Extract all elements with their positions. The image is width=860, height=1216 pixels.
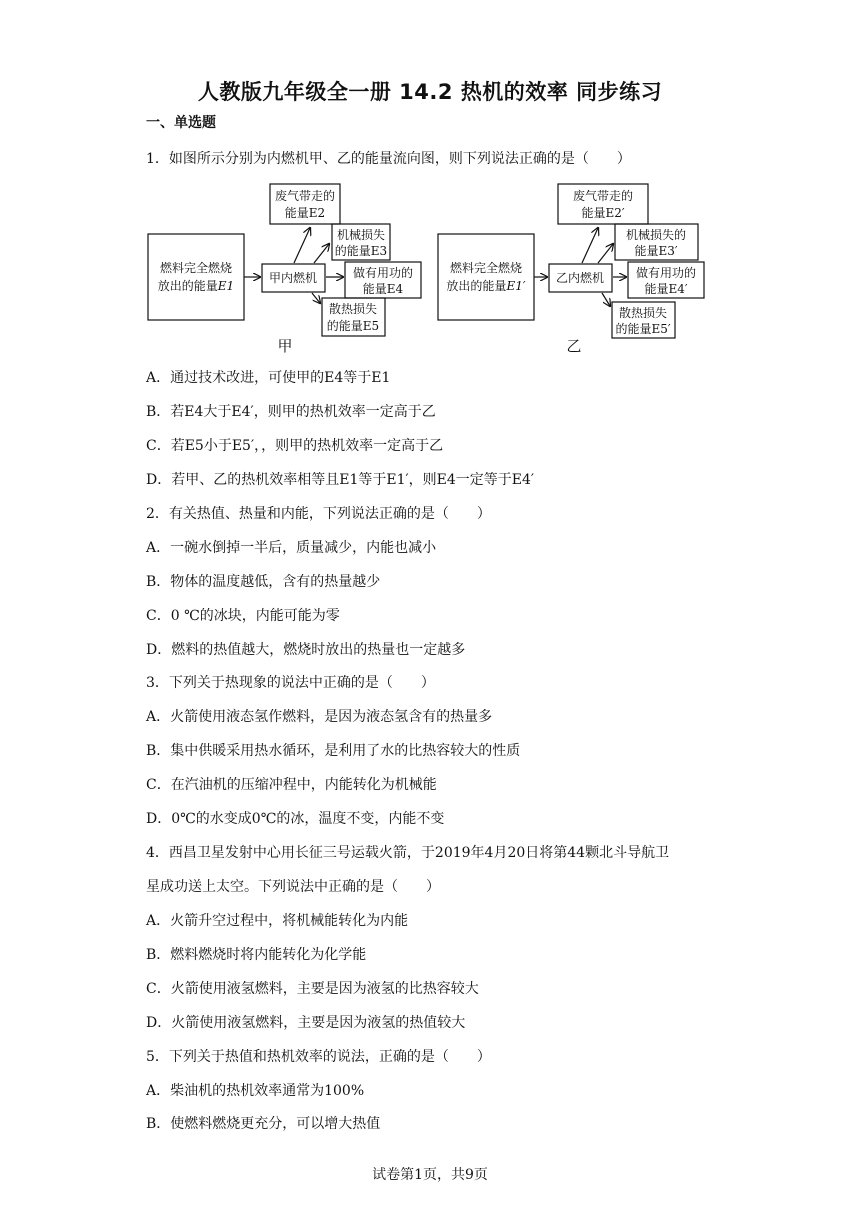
section-heading: 一、单选题: [146, 115, 216, 131]
right-source-text-2: 放出的能量E1′: [446, 279, 526, 293]
q2-option-d: D．燃料的热值越大，燃烧时放出的热量也一定越多: [146, 642, 466, 658]
left-exhaust-text-1: 废气带走的: [274, 189, 336, 203]
q3-option-b: B．集中供暖采用热水循环，是利用了水的比热容较大的性质: [146, 743, 521, 759]
left-mech-text-2: 的能量E3: [334, 244, 388, 258]
q3-option-d: D．0℃的水变成0℃的冰，温度不变，内能不变: [146, 811, 445, 827]
q1-option-b: B．若E4大于E4′，则甲的热机效率一定高于乙: [146, 404, 436, 420]
page-footer: 试卷第1页，共9页: [372, 1167, 488, 1183]
question-5-stem: 5．下列关于热值和热机效率的说法，正确的是（ ）: [146, 1049, 491, 1065]
question-4-stem: 4．西昌卫星发射中心用长征三号运载火箭，于2019年4月20日将第44颗北斗导航卫: [146, 845, 670, 861]
q3-option-c: C．在汽油机的压缩冲程中，内能转化为机械能: [146, 777, 437, 793]
left-heat-text-1: 散热损失: [328, 302, 378, 316]
q4-option-a: A．火箭升空过程中，将机械能转化为内能: [146, 913, 409, 929]
q2-option-b: B．物体的温度越低，含有的热量越少: [146, 574, 381, 590]
left-heat-text-2: 的能量E5: [326, 319, 380, 333]
q1-option-a: A．通过技术改进，可使甲的E4等于E1: [146, 370, 391, 386]
right-caption: 乙: [566, 337, 582, 355]
q4-option-c: C．火箭使用液氢燃料，主要是因为液氢的比热容较大: [146, 981, 479, 997]
q1-option-c: C．若E5小于E5′，，则甲的热机效率一定高于乙: [146, 438, 444, 454]
left-source-box: [148, 234, 244, 320]
left-source-text-2: 放出的能量E1: [157, 279, 235, 293]
left-exhaust-text-2: 能量E2: [284, 206, 326, 220]
q2-option-c: C．0 ℃的冰块，内能可能为零: [146, 608, 340, 624]
right-mech-text-2: 能量E3′: [634, 244, 678, 258]
right-exhaust-text-1: 废气带走的: [572, 189, 634, 203]
energy-flow-diagram: [146, 180, 706, 358]
right-mech-text-1: 机械损失的: [625, 228, 687, 242]
right-source-text-1: 燃料完全燃烧: [449, 261, 523, 275]
right-engine-label: 乙内燃机: [555, 271, 605, 285]
q5-option-b: B．使燃料燃烧更充分，可以增大热值: [146, 1116, 381, 1132]
q2-option-a: A．一碗水倒掉一半后，质量减少，内能也减小: [146, 540, 437, 556]
left-engine-label: 甲内燃机: [268, 271, 318, 285]
right-work-text-1: 做有用功的: [635, 266, 697, 280]
q3-option-a: A．火箭使用液态氢作燃料，是因为液态氢含有的热量多: [146, 709, 493, 725]
question-3-stem: 3．下列关于热现象的说法中正确的是（ ）: [146, 675, 435, 691]
left-mech-text-1: 机械损失: [336, 228, 386, 242]
right-heat-text-2: 的能量E5′: [615, 322, 671, 336]
left-work-text-1: 做有用功的: [352, 266, 414, 280]
question-1-stem: 1．如图所示分别为内燃机甲、乙的能量流向图，则下列说法正确的是（ ）: [146, 151, 631, 167]
q1-option-d: D．若甲、乙的热机效率相等且E1等于E1′，则E4一定等于E4′: [146, 472, 535, 488]
left-caption: 甲: [277, 337, 293, 355]
right-heat-text-1: 散热损失: [618, 306, 668, 320]
q4-option-b: B．燃料燃烧时将内能转化为化学能: [146, 947, 367, 963]
question-2-stem: 2．有关热值、热量和内能，下列说法正确的是（ ）: [146, 506, 491, 522]
left-work-text-2: 能量E4: [362, 282, 404, 296]
left-source-text-1: 燃料完全燃烧: [159, 261, 233, 275]
question-4-stem-cont: 星成功送上太空。下列说法中正确的是（ ）: [146, 879, 440, 895]
right-exhaust-text-2: 能量E2′: [581, 206, 625, 220]
right-source-box: [438, 234, 534, 320]
q4-option-d: D．火箭使用液氢燃料，主要是因为液氢的热值较大: [146, 1015, 466, 1031]
q5-option-a: A．柴油机的热机效率通常为100%: [146, 1083, 365, 1099]
right-work-text-2: 能量E4′: [644, 282, 688, 296]
page-title: 人教版九年级全一册 14.2 热机的效率 同步练习: [197, 80, 663, 104]
